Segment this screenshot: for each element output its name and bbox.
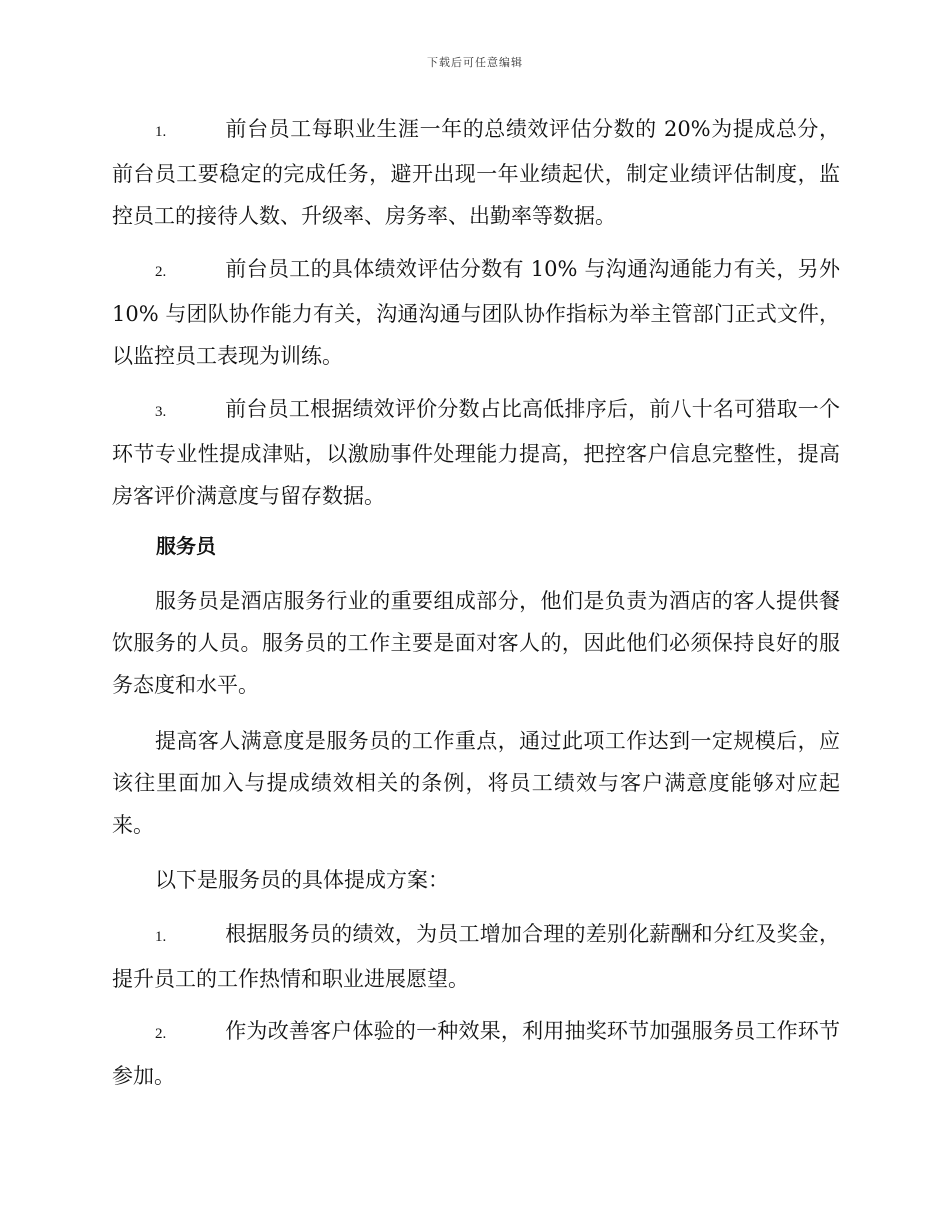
list-item	[112, 248, 840, 377]
list-item-text: 根据服务员的绩效，为员工增加合理的差别化薪酬和分红及奖金，提升员工的工作热情和职业进展愿望。	[112, 922, 840, 991]
list-number: 1.	[155, 124, 167, 140]
section-heading: 服务员	[156, 534, 216, 558]
list-item	[112, 388, 840, 517]
list-item	[112, 1010, 840, 1097]
list-item	[112, 913, 840, 1000]
list-item-text: 前台员工的具体绩效评估分数有 10% 与沟通沟通能力有关，另外 10% 与团队协作能力有关，沟通沟通与团队协作指标为举主管部门正式文件，以监控员工表现为训练。	[112, 257, 840, 368]
page-header: 下载后可任意编辑	[427, 56, 523, 69]
body-paragraph: 服务员是酒店服务行业的重要组成部分，他们是负责为酒店的客人提供餐饮服务的人员。服务员的工作主要是面对客人的，因此他们必须保持良好的服务态度和水平。	[112, 589, 840, 697]
list-number: 3.	[155, 404, 167, 420]
list-item-text: 前台员工根据绩效评价分数占比高低排序后，前八十名可猎取一个环节专业性提成津贴，以激励事件处理能力提高，把控客户信息完整性，提高房客评价满意度与留存数据。	[112, 397, 840, 508]
list-item-text: 作为改善客户体验的一种效果，利用抽奖环节加强服务员工作环节参加。	[112, 1019, 840, 1088]
body-paragraph: 以下是服务员的具体提成方案：	[155, 868, 449, 892]
list-item	[112, 108, 840, 237]
list-number: 2.	[155, 1026, 167, 1042]
list-item-text: 前台员工每职业生涯一年的总绩效评估分数的 20%为提成总分，前台员工要稳定的完成任务，避开出现一年业绩起伏，制定业绩评估制度，监控员工的接待人数、升级率、房务率、出勤率等数据。	[112, 117, 840, 228]
list-number: 1.	[155, 929, 167, 945]
list-number: 2.	[155, 264, 167, 280]
body-paragraph: 提高客人满意度是服务员的工作重点，通过此项工作达到一定规模后，应该往里面加入与提成绩效相关的条例，将员工绩效与客户满意度能够对应起来。	[112, 729, 840, 837]
